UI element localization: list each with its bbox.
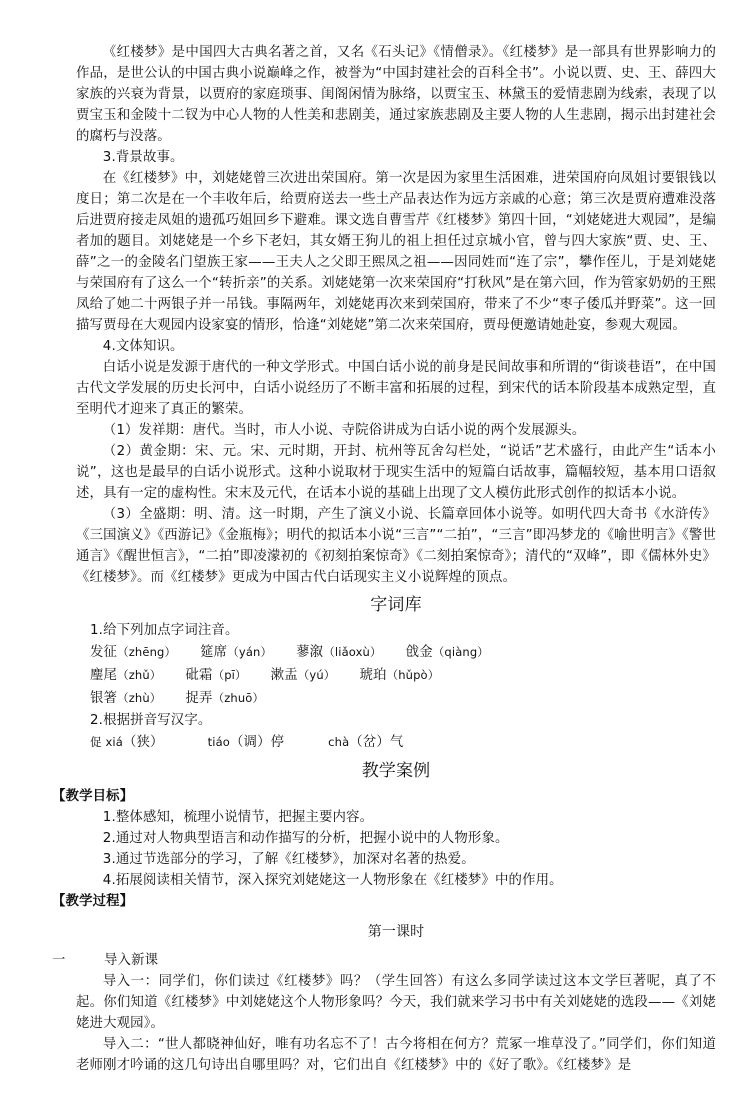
vocab-term: 蓼溆（liǎoxù）	[296, 645, 382, 660]
intro-paragraph: 《红楼梦》是中国四大古典名著之首，又名《石头记》《情僧录》。《红楼梦》是一部具有世界影响力的作品，是世公认的中国古典小说巅峰之作，被誉为“中国封建社会的百科全书”。小说以贾、史、王、薛四大家族的兴衰为背景，以贾府的家庭琐事、闺阁闲情为脉络，以贾宝玉、林黛玉的爱情悲剧为线索，表现了以贾宝玉和金陵十二钗为中心人物的人性美和悲剧美，通过家族悲剧及主要人物的人生悲剧，揭示出封建社会的腐朽与没落。	[76, 45, 716, 144]
vocab-term: 捉弄（zhuō）	[185, 691, 265, 706]
vocab-term: 发征（zhēng）	[90, 645, 177, 660]
vocab-row-4	[90, 731, 716, 754]
vocab-term: 促 xiá（狭）	[90, 735, 164, 750]
vocab-term: tiáo（调）停	[207, 735, 285, 750]
vocab-term: 砒霜（pī）	[185, 668, 247, 683]
section-number: 一	[52, 953, 66, 968]
teaching-goal-4: 4.拓展阅读相关情节，深入探究刘姥姥这一人物形象在《红楼梦》中的作用。	[102, 873, 563, 888]
vocab-term: 筵席（yán）	[200, 645, 273, 660]
genre-stage-2: （2）黄金期：宋、元。宋、元时期，开封、杭州等瓦舍勾栏处，“说话”艺术盛行，由此产生“话本小说”，这也是最早的白话小说形式。这种小说取材于现实生活中的短篇白话故事，篇幅较短，基本用口语叙述，具有一定的虚构性。宋末及元代，在话本小说的基础上出现了文人模仿此形式创作的拟话本小说。	[76, 444, 716, 501]
teaching-goal-1: 1.整体感知，梳理小说情节，把握主要内容。	[102, 810, 374, 825]
vocab-block	[76, 620, 716, 754]
vocab-term: 琥珀（hǔpò）	[359, 668, 440, 683]
vocab-term: 麈尾（zhǔ）	[90, 668, 162, 683]
section-header	[52, 950, 716, 971]
vocab-term: 漱盂（yú）	[270, 668, 336, 683]
teaching-goal-2: 2.通过对人物典型语言和动作描写的分析，把握小说中的人物形象。	[102, 831, 509, 846]
case-section-title: 教学案例	[361, 761, 431, 781]
vocab-question-2: 2.根据拼音写汉字。	[90, 713, 212, 728]
teaching-goals-header: 【教学目标】	[52, 789, 134, 804]
lead-in-2: 导入二：“世人都晓神仙好，唯有功名忘不了！古今将相在何方？荒冢一堆草没了。”同学们，你们知道老师刚才吟诵的这几句诗出自哪里吗？对，它们出自《红楼梦》中的《好了歌》。《红楼梦》是	[76, 1037, 716, 1073]
document-body	[52, 42, 716, 1076]
teaching-goal-3: 3.通过节选部分的学习，了解《红楼梦》，加深对名著的热爱。	[102, 852, 475, 867]
section-title: 导入新课	[104, 953, 159, 968]
vocab-row-1	[90, 641, 716, 664]
vocab-question-1: 1.给下列加点字词注音。	[90, 623, 239, 638]
background-paragraph: 在《红楼梦》中，刘姥姥曾三次进出荣国府。第一次是因为家里生活困难，进荣国府向凤姐讨要银钱以度日；第二次是在一个丰收年后，给贾府送去一些土产品表达作为远方亲戚的心意；第三次是贾府遭难没落后进贾府接走凤姐的遗孤巧姐回乡下避难。课文选自曹雪芹《红楼梦》第四十回，“刘姥姥进大观园”，是编者加的题目。刘姥姥是一个乡下老妇，其女婿王狗儿的祖上担任过京城小官，曾与四大家族“贾、史、王、薛”之一的金陵名门望族王家——王夫人之父即王熙凤之祖——因同姓而“连了宗”，攀作侄儿，于是刘姥姥与荣国府有了这么一个“转折亲”的关系。刘姥姥第一次来荣国府“打秋风”是在第六回，作为管家奶奶的王熙凤给了她二十两银子并一吊钱。事隔两年，刘姥姥再次来到荣国府，带来了不少“枣子倭瓜并野菜”。这一回描写贾母在大观园内设家宴的情形，恰逢“刘姥姥”第二次来荣国府，贾母便邀请她赴宴，参观大观园。	[76, 171, 716, 333]
genre-paragraph: 白话小说是发源于唐代的一种文学形式。中国白话小说的前身是民间故事和所谓的“街谈巷语”，在中国古代文学发展的历史长河中，白话小说经历了不断丰富和拓展的过程，到宋代的话本阶段基本成熟定型，直至明代才迎来了真正的繁荣。	[76, 360, 716, 417]
vocab-term: 银箸（zhù）	[90, 691, 162, 706]
vocab-term: 戗金（qiàng）	[405, 645, 489, 660]
lead-in-1: 导入一：同学们，你们读过《红楼梦》吗？（学生回答）有这么多同学读过这本文学巨著呢，真了不起。你们知道《红楼梦》中刘姥姥这个人物形象吗？今天，我们就来学习书中有关刘姥姥的选段——《刘姥姥进大观园》。	[76, 974, 716, 1031]
lesson-title: 第一课时	[367, 924, 425, 940]
teaching-process-header: 【教学过程】	[52, 894, 134, 909]
genre-stage-3: （3）全盛期：明、清。这一时期，产生了演义小说、长篇章回体小说等。如明代四大奇书《水浒传》《三国演义》《西游记》《金瓶梅》；明代的拟话本小说“三言”“二拍”，“三言”即冯梦龙的《喻世明言》《警世通言》《醒世恒言》，“二拍”即凌濛初的《初刻拍案惊奇》《二刻拍案惊奇》；清代的“双峰”，即《儒林外史》《红楼梦》。而《红楼梦》更成为中国古代白话现实主义小说辉煌的顶点。	[76, 507, 716, 585]
heading-background-story: 3.背景故事。	[102, 150, 184, 165]
vocab-row-3	[90, 687, 716, 710]
vocab-term: chà（岔）气	[328, 735, 404, 750]
vocab-section-title: 字词库	[370, 595, 422, 615]
heading-genre-knowledge: 4.文体知识。	[102, 339, 184, 354]
vocab-row-2	[90, 664, 716, 687]
genre-stage-1: （1）发祥期：唐代。当时，市人小说、寺院俗讲成为白话小说的两个发展源头。	[102, 423, 586, 438]
